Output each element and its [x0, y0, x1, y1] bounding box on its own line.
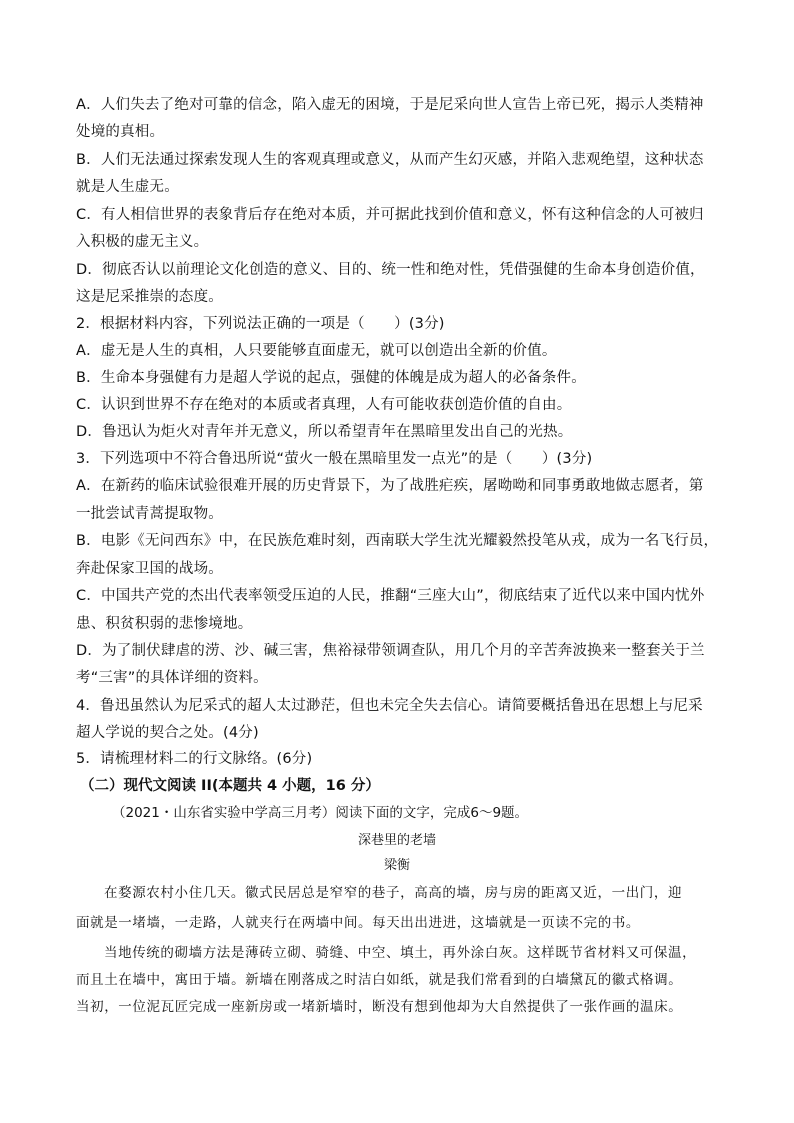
question-line: B．人们无法通过探索发现人生的客观真理或意义，从而产生幻灭感，并陷入悲观绝望，这种状态 [76, 152, 704, 168]
article-paragraph-line: 面就是一堵墙，一走路，人就夹行在两墙中间。每天出出进进，这墙就是一页读不完的书。 [76, 915, 640, 931]
question-line: 一批尝试青蒿提取物。 [76, 506, 223, 522]
question-line: 处境的真相。 [76, 124, 165, 140]
question-line: B．电影《无问西东》中，在民族危难时刻，西南联大学生沈光耀毅然投笔从戎，成为一名飞行员， [76, 533, 719, 549]
question-line: 患、积贫积弱的悲惨境地。 [76, 616, 253, 632]
question-line: D．鲁迅认为炬火对青年并无意义，所以希望青年在黑暗里发出自己的光热。 [76, 424, 573, 440]
question-line: 2．根据材料内容，下列说法正确的一项是（ ）(3分) [76, 316, 445, 332]
question-line: A．人们失去了绝对可靠的信念，陷入虚无的困境，于是尼采向世人宣告上帝已死，揭示人类精神 [76, 97, 704, 113]
question-line: D．为了制伏肆虐的涝、沙、碱三害，焦裕禄带领调查队，用几个月的辛苦奔波换来一整套关于兰 [76, 643, 705, 659]
question-line: 4．鲁迅虽然认为尼采式的超人太过渺茫，但也未完全失去信心。请简要概括鲁迅在思想上与尼采 [76, 698, 703, 714]
article-paragraph-line: 当初，一位泥瓦匠完成一座新房或一堵新墙时，断没有想到他却为大自然提供了一张作画的温床。 [76, 999, 683, 1015]
question-line: 入积极的虚无主义。 [76, 234, 209, 250]
question-line: B．生命本身强健有力是超人学说的起点，强健的体魄是成为超人的必备条件。 [76, 370, 586, 386]
question-line: 奔赴保家卫国的战场。 [76, 561, 223, 577]
question-line: A．虚无是人生的真相，人只要能够直面虚无，就可以创造出全新的价值。 [76, 343, 557, 359]
question-line: C．认识到世界不存在绝对的本质或者真理，人有可能收获创造价值的自由。 [76, 397, 572, 413]
question-line: D．彻底否认以前理论文化创造的意义、目的、统一性和绝对性，凭借强健的生命本身创造价值， [76, 262, 705, 278]
article-paragraph-line: 而且土在墙中，寓田于墙。新墙在刚落成之时洁白如纸，就是我们常看到的白墙黛瓦的徽式格调。 [76, 972, 683, 988]
question-line: C．有人相信世界的表象背后存在绝对本质，并可据此找到价值和意义，怀有这种信念的人可被归 [76, 207, 704, 223]
article-title: 深巷里的老墙 [357, 833, 436, 848]
article-paragraph-line: 当地传统的砌墙方法是薄砖立砌、骑缝、中空、填土，再外涂白灰。这样既节省材料又可保温， [104, 945, 697, 961]
section-heading: （二）现代文阅读 II(本题共 4 小题，16 分） [80, 778, 380, 794]
question-line: C．中国共产党的杰出代表率领受压迫的人民，推翻“三座大山”，彻底结束了近代以来中国内忧外 [76, 588, 705, 604]
question-line: 考“三害”的具体详细的资料。 [76, 670, 268, 686]
source-line: （2021・山东省实验中学高三月考）阅读下面的文字，完成6～9题。 [112, 805, 529, 821]
question-line: 超人学说的契合之处。(4分) [76, 725, 259, 741]
article-paragraph-line: 在婺源农村小住几天。徽式民居总是窄窄的巷子，高高的墙，房与房的距离又近，一出门，迎 [104, 885, 683, 901]
article-author: 梁衡 [383, 858, 410, 873]
question-line: 3．下列选项中不符合鲁迅所说“萤火一般在黑暗里发一点光”的是（ ）(3分) [76, 451, 593, 467]
question-line: 5．请梳理材料二的行文脉络。(6分) [76, 751, 313, 767]
question-line: 这是尼采推崇的态度。 [76, 289, 223, 305]
question-line: 就是人生虚无。 [76, 179, 179, 195]
question-line: A．在新药的临床试验很难开展的历史背景下，为了战胜疟疾，屠呦呦和同事勇敢地做志愿者，第 [76, 478, 704, 494]
